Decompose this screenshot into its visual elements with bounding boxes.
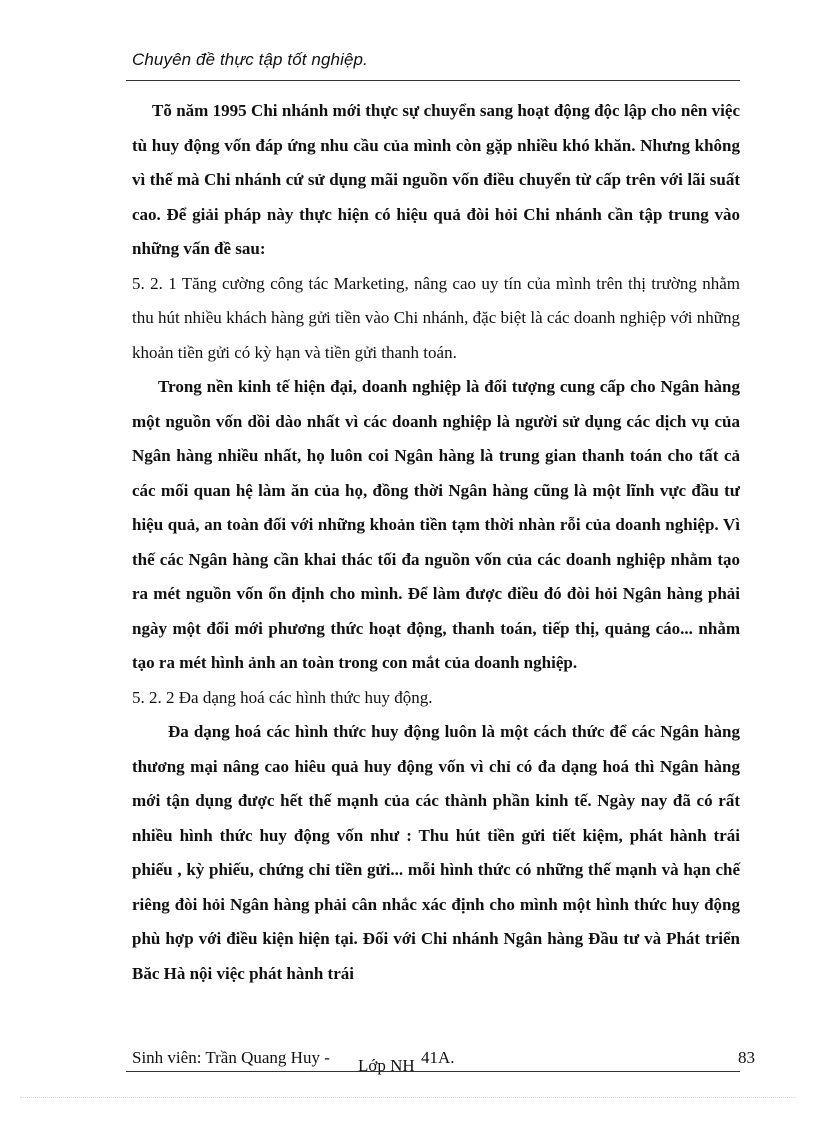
document-body xyxy=(132,94,740,991)
page-edge-dotted-line xyxy=(20,1097,796,1098)
paragraph-diversify: Đa dạng hoá các hình thức huy động luôn là một cách thức để các Ngân hàng thương mại nâng cao hiêu quả huy động vốn vì chỉ có đa dạng hoá thì Ngân hàng mới tận dụng được hết thế mạnh của các thành phần kinh tế. Ngày nay đã có rất nhiều hình thức huy động vốn như : Thu hút tiền gửi tiết kiệm, phát hành trái phiếu , kỳ phiếu, chứng chỉ tiền gửi... mỗi hình thức có những thế mạnh và hạn chế riêng đòi hỏi Ngân hàng phải cân nhắc xác định cho mình một hình thức huy động phù hợp với điều kiện hiện tại. Đối với Chi nhánh Ngân hàng Đầu tư và Phát triển Băc Hà nội việc phát hành trái xyxy=(132,722,740,983)
footer-class-suffix: 41A. xyxy=(421,1048,455,1067)
header-divider xyxy=(126,80,740,81)
page-number: 83 xyxy=(738,1048,755,1067)
footer-divider xyxy=(126,1071,740,1072)
section-5-2-2: 5. 2. 2 Đa dạng hoá các hình thức huy động. xyxy=(132,687,433,707)
footer-class: Lớp NH xyxy=(358,1056,415,1075)
section-5-2-1: 5. 2. 1 Tăng cường công tác Marketing, nâng cao uy tín của mình trên thị trường nhằm thu hút nhiều khách hàng gửi tiền vào Chi nhánh, đặc biệt là các doanh nghiệp với những khoản tiền gửi có kỳ hạn và tiền gửi thanh toán. xyxy=(132,273,740,362)
paragraph-enterprise: Trong nền kinh tế hiện đại, doanh nghiệp là đối tượng cung cấp cho Ngân hàng một nguồn vốn dồi dào nhất vì các doanh nghiệp là người sử dụng các dịch vụ của Ngân hàng nhiều nhất, họ luôn coi Ngân hàng là trung gian thanh toán cho tất cả các mối quan hệ làm ăn của họ, đồng thời Ngân hàng cũng là một lĩnh vực đầu tư hiệu quả, an toàn đối với những khoản tiền tạm thời nhàn rỗi của doanh nghiệp. Vì thế các Ngân hàng cần khai thác tối đa nguồn vốn của các doanh nghiệp nhằm tạo ra mét nguồn vốn ổn định cho mình. Để làm được điều đó đòi hỏi Ngân hàng phải ngày một đổi mới phương thức hoạt động, thanh toán, tiếp thị, quảng cáo... nhằm tạo ra mét hình ảnh an toàn trong con mắt của doanh nghiệp. xyxy=(132,377,740,672)
page-header-title: Chuyên đề thực tập tốt nghiệp. xyxy=(132,50,368,69)
paragraph-intro: Tõ năm 1995 Chi nhánh mới thực sự chuyển sang hoạt động độc lập cho nên việc tù huy động vốn đáp ứng nhu cầu của mình còn gặp nhiều khó khăn. Nhưng không vì thế mà Chi nhánh cứ sử dụng mãi nguồn vốn điều chuyển từ cấp trên với lãi suất cao. Để giải pháp này thực hiện có hiệu quả đòi hỏi Chi nhánh cần tập trung vào những vấn đề sau: xyxy=(132,101,740,258)
footer-student: Sinh viên: Trần Quang Huy - xyxy=(132,1048,330,1067)
